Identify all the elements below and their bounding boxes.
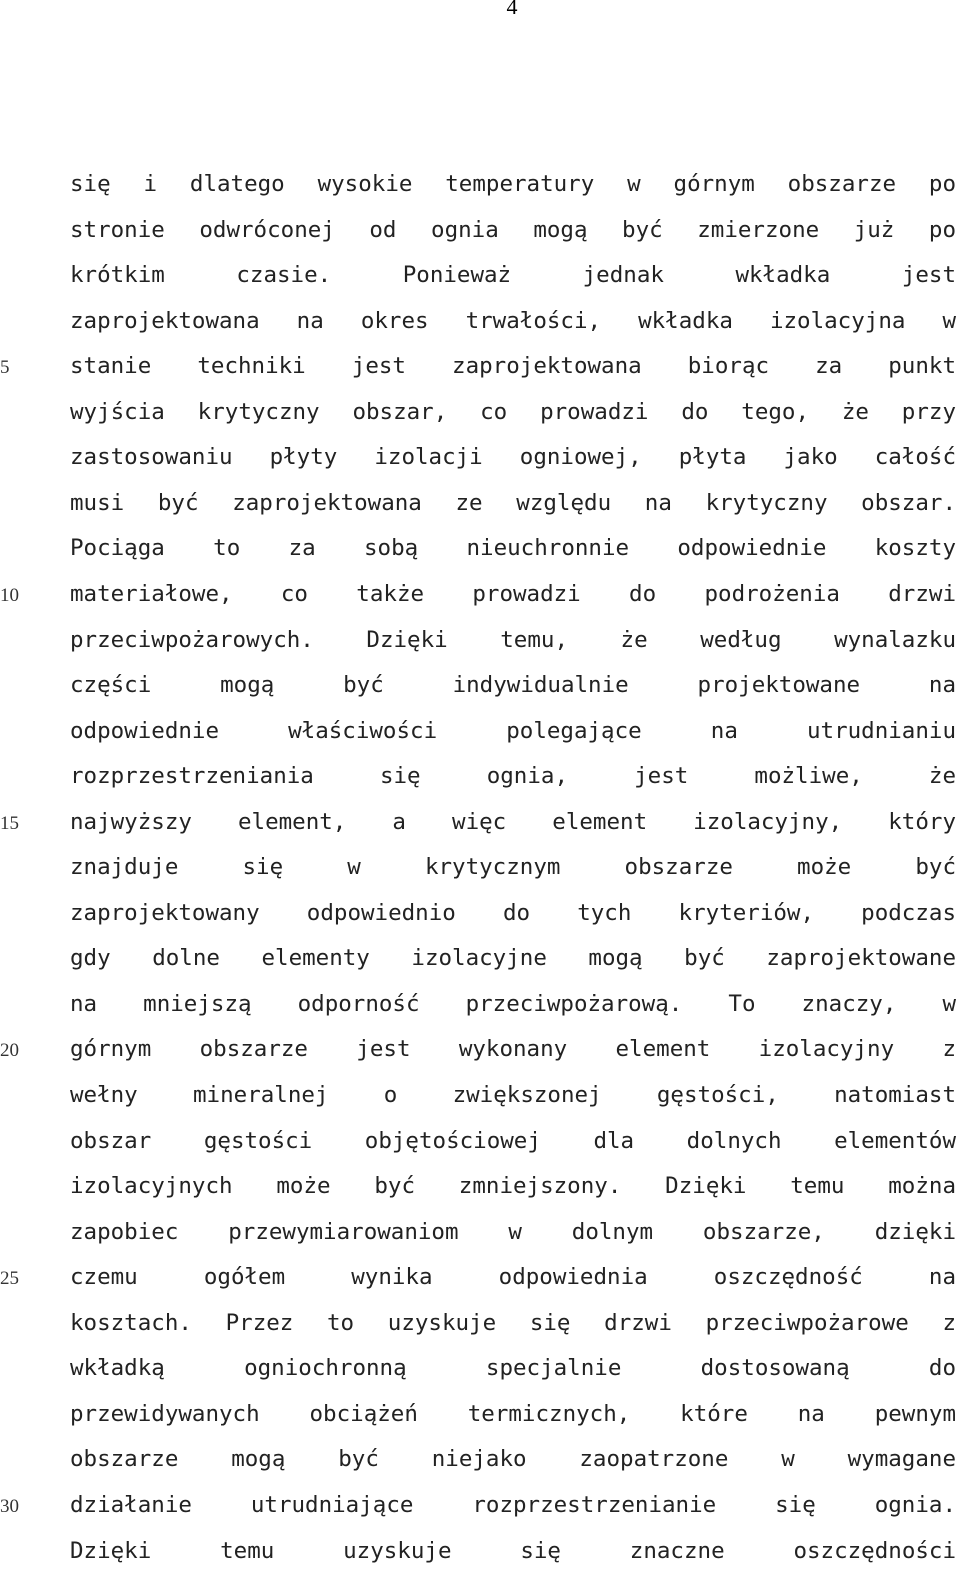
text-line: części mogą być indywidualnie projektowane na [70,672,956,699]
text-line: kosztach. Przez to uzyskuje się drzwi przeciwpożarowe z [70,1309,956,1336]
text-line: wkładką ogniochronną specjalnie dostosowaną do [70,1355,956,1382]
text-line: zastosowaniu płyty izolacji ogniowej, płyta jako całość [70,444,956,471]
text-line: zaprojektowana na okres trwałości, wkładka izolacyjna w [70,307,956,334]
text-line: Pociąga to za sobą nieuchronnie odpowiednie koszty [70,535,956,562]
text-line: zaprojektowany odpowiednio do tych kryteriów, podczas [70,899,956,926]
page-number: 4 [506,0,518,19]
text-line: wełny mineralnej o zwiększonej gęstości, natomiast [70,1082,956,1108]
text-line: rozprzestrzeniania się ognia, jest możliwe, że [70,763,956,790]
text-line: gdy dolne elementy izolacyjne mogą być zaprojektowane [70,945,956,972]
text-line: materiałowe, co także prowadzi do podrożenia drzwi [70,580,956,607]
text-line: wyjścia krytyczny obszar, co prowadzi do tego, że przy [70,398,956,425]
text-line: przeciwpożarowych. Dzięki temu, że według wynalazku [70,626,956,653]
text-line: odpowiednie właściwości polegające na utrudnianiu [70,717,956,744]
text-line: musi być zaprojektowana ze względu na krytyczny obszar. [70,489,956,516]
text-line: obszarze mogą być niejako zaopatrzone w wymagane [70,1446,956,1473]
text-line: izolacyjnych może być zmniejszony. Dzięki temu można [70,1173,956,1200]
line-number: 20 [0,1040,19,1062]
line-number: 10 [0,584,19,606]
line-number: 15 [0,812,19,834]
text-line: Dzięki temu uzyskuje się znaczne oszczędności [70,1537,956,1564]
text-line: na mniejszą odporność przeciwpożarową. To znaczy, w [70,990,956,1017]
text-line: zapobiec przewymiarowaniom w dolnym obszarze, dzięki [70,1218,956,1245]
text-line: stronie odwróconej od ognia mogą być zmierzone już po [70,216,956,243]
text-line: działanie utrudniające rozprzestrzenianie się ognia. [70,1491,956,1518]
text-line: najwyższy element, a więc element izolacyjny, który [70,808,956,835]
text-line: obszar gęstości objętościowej dla dolnych elementów [70,1127,956,1154]
text-line: górnym obszarze jest wykonany element izolacyjny z [70,1036,956,1063]
text-line: krótkim czasie. Ponieważ jednak wkładka jest [70,262,956,289]
line-number: 25 [0,1268,19,1290]
line-number: 30 [0,1495,19,1517]
text-line: znajduje się w krytycznym obszarze może być [70,854,956,881]
text-line: czemu ogółem wynika odpowiednia oszczędność na [70,1264,956,1291]
text-line: się i dlatego wysokie temperatury w górnym obszarze po [70,171,956,197]
text-line: stanie techniki jest zaprojektowana biorąc za punkt [70,353,956,380]
line-number: 5 [0,357,10,379]
text-line: przewidywanych obciążeń termicznych, które na pewnym [70,1400,956,1427]
